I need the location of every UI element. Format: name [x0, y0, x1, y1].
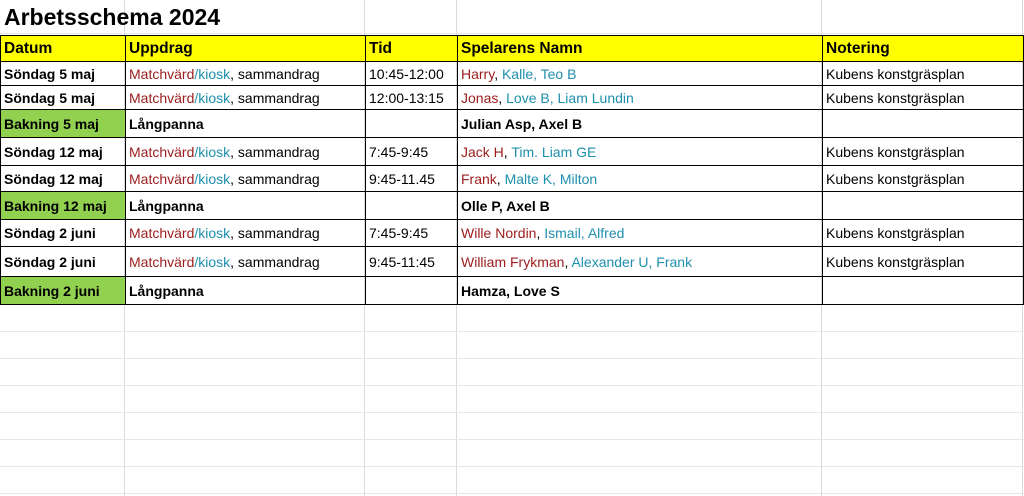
task-separator: / [194, 170, 199, 187]
task-cell[interactable] [126, 166, 366, 192]
names-host-text: Jonas [461, 89, 499, 106]
task-host-text: Matchvärd [129, 225, 195, 241]
task-separator: / [194, 65, 199, 82]
time-cell[interactable] [366, 86, 458, 110]
date-text: Söndag 12 maj [4, 170, 103, 187]
names-kiosk-text: Tim. Liam GE [511, 143, 597, 160]
grid-line [0, 466, 1024, 467]
grid-line [0, 412, 1024, 413]
date-cell[interactable] [1, 277, 126, 305]
time-cell[interactable] [366, 247, 458, 277]
task-separator: / [194, 143, 199, 160]
task-kiosk-text: kiosk [198, 89, 231, 106]
names-cell[interactable] [458, 277, 823, 305]
table-row [1, 247, 1024, 277]
task-host-text: Matchvärd [129, 170, 195, 187]
names-kiosk-text: Malte K, Milton [504, 170, 598, 187]
names-cell[interactable] [458, 62, 823, 86]
names-text: Olle P, Axel B [461, 197, 550, 214]
time-cell[interactable] [366, 110, 458, 138]
time-text: 9:45-11:45 [369, 253, 435, 270]
task-separator: / [194, 89, 199, 106]
header-notering[interactable]: Notering [823, 36, 1024, 62]
task-rest-text: , sammandrag [230, 65, 320, 82]
task-text: Långpanna [129, 282, 204, 299]
names-host-text: Harry [461, 65, 495, 82]
task-host-text: Matchvärd [129, 89, 195, 106]
note-text: Kubens konstgräsplan [826, 170, 965, 187]
task-host-text: Matchvärd [129, 65, 195, 82]
task-kiosk-text: kiosk [198, 65, 231, 82]
names-text: Hamza, Love S [461, 282, 560, 299]
date-text: Bakning 12 maj [4, 197, 107, 214]
grid-line [0, 439, 1024, 440]
table-row [1, 220, 1024, 247]
table-row [1, 110, 1024, 138]
task-cell[interactable] [126, 62, 366, 86]
date-text: Söndag 12 maj [4, 143, 103, 160]
time-cell[interactable] [366, 277, 458, 305]
task-cell[interactable] [126, 138, 366, 166]
names-cell[interactable] [458, 220, 823, 247]
grid-line [0, 358, 1024, 359]
names-cell[interactable] [458, 166, 823, 192]
note-text: Kubens konstgräsplan [826, 65, 965, 82]
task-cell[interactable] [126, 110, 366, 138]
task-kiosk-text: kiosk [198, 143, 231, 160]
note-cell[interactable] [823, 62, 1024, 86]
note-text: Kubens konstgräsplan [826, 143, 965, 160]
sheet-title[interactable]: Arbetsschema 2024 [4, 4, 221, 30]
date-text: Söndag 2 juni [4, 253, 96, 270]
date-text: Bakning 2 juni [4, 282, 100, 299]
time-text: 7:45-9:45 [369, 143, 429, 160]
task-separator: / [194, 253, 199, 270]
names-host-text: Jack H [461, 143, 504, 160]
task-host-text: Matchvärd [129, 253, 195, 270]
date-cell[interactable] [1, 62, 126, 86]
names-separator: , [494, 65, 502, 82]
table-row [1, 277, 1024, 305]
task-rest-text: , sammandrag [230, 253, 320, 270]
schedule-table [0, 35, 1024, 305]
grid-line [0, 33, 1024, 34]
table-row [1, 192, 1024, 220]
names-separator: , [498, 89, 507, 106]
date-cell[interactable] [1, 138, 126, 166]
names-text: Julian Asp, Axel B [461, 115, 583, 132]
task-rest-text: , sammandrag [230, 170, 320, 187]
task-separator: / [194, 225, 199, 241]
table-row [1, 86, 1024, 110]
date-cell[interactable] [1, 247, 126, 277]
header-uppdrag[interactable]: Uppdrag [126, 36, 366, 62]
note-cell[interactable] [823, 277, 1024, 305]
date-text: Söndag 5 maj [4, 89, 96, 106]
date-text: Söndag 5 maj [4, 65, 96, 82]
date-cell[interactable] [1, 220, 126, 247]
names-cell[interactable] [458, 192, 823, 220]
task-text: Långpanna [129, 197, 204, 214]
names-separator: , [536, 225, 545, 241]
names-host-text: William Frykman [461, 253, 565, 270]
date-text: Bakning 5 maj [4, 115, 99, 132]
table-row [1, 138, 1024, 166]
names-cell[interactable] [458, 110, 823, 138]
time-cell[interactable] [366, 138, 458, 166]
header-row [1, 36, 1024, 62]
task-cell[interactable] [126, 277, 366, 305]
names-separator: , [503, 143, 512, 160]
note-cell[interactable] [823, 110, 1024, 138]
grid-line [0, 331, 1024, 332]
grid-line [0, 385, 1024, 386]
task-kiosk-text: kiosk [198, 253, 231, 270]
task-kiosk-text: kiosk [198, 225, 231, 241]
task-cell[interactable] [126, 247, 366, 277]
task-cell[interactable] [126, 192, 366, 220]
note-text: Kubens konstgräsplan [826, 89, 965, 106]
names-host-text: Wille Nordin [461, 225, 537, 241]
note-cell[interactable] [823, 220, 1024, 247]
time-cell[interactable] [366, 220, 458, 247]
time-text: 10:45-12:00 [369, 65, 444, 82]
task-rest-text: , sammandrag [230, 225, 320, 241]
note-cell[interactable] [823, 166, 1024, 192]
task-text: Långpanna [129, 115, 204, 132]
names-cell[interactable] [458, 138, 823, 166]
names-kiosk-text: Love B, Liam Lundin [506, 89, 634, 106]
date-cell[interactable] [1, 166, 126, 192]
header-spelarens-namn[interactable]: Spelarens Namn [458, 36, 823, 62]
note-text: Kubens konstgräsplan [826, 253, 965, 270]
task-cell[interactable] [126, 220, 366, 247]
names-host-text: Frank [461, 170, 497, 187]
task-cell[interactable] [126, 86, 366, 110]
time-cell[interactable] [366, 192, 458, 220]
names-kiosk-text: Kalle, Teo B [501, 65, 577, 82]
note-text: Kubens konstgräsplan [826, 225, 965, 241]
note-cell[interactable] [823, 86, 1024, 110]
task-rest-text: , sammandrag [230, 143, 320, 160]
time-text: 12:00-13:15 [369, 89, 444, 106]
note-cell[interactable] [823, 192, 1024, 220]
task-host-text: Matchvärd [129, 143, 195, 160]
time-text: 7:45-9:45 [369, 225, 429, 241]
table-row [1, 62, 1024, 86]
time-text: 9:45-11.45 [369, 170, 435, 187]
note-cell[interactable] [823, 138, 1024, 166]
table-row [1, 166, 1024, 192]
time-cell[interactable] [366, 62, 458, 86]
date-text: Söndag 2 juni [4, 225, 96, 241]
task-rest-text: , sammandrag [230, 89, 320, 106]
names-separator: , [564, 253, 572, 270]
names-kiosk-text: Alexander U, Frank [571, 253, 693, 270]
names-cell[interactable] [458, 86, 823, 110]
date-cell[interactable] [1, 86, 126, 110]
note-cell[interactable] [823, 247, 1024, 277]
date-cell[interactable] [1, 110, 126, 138]
date-cell[interactable] [1, 192, 126, 220]
names-separator: , [496, 170, 505, 187]
time-cell[interactable] [366, 166, 458, 192]
header-tid[interactable]: Tid [366, 36, 458, 62]
names-kiosk-text: Ismail, Alfred [544, 225, 625, 241]
task-kiosk-text: kiosk [198, 170, 231, 187]
header-datum[interactable]: Datum [1, 36, 126, 62]
names-cell[interactable] [458, 247, 823, 277]
grid-line [0, 493, 1024, 494]
